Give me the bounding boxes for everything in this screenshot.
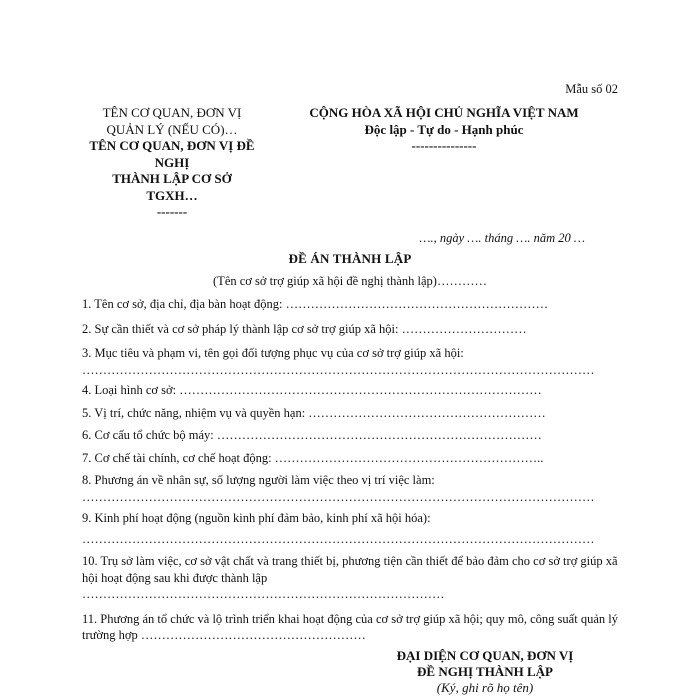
item-9: 9. Kinh phí hoạt động (nguồn kinh phí đảm bảo, kinh phí xã hội hóa): …………………………………………………………………………………………………………… [82, 510, 622, 547]
agency-line-1: TÊN CƠ QUAN, ĐƠN VỊ [102, 105, 242, 120]
date-line: …., ngày …. tháng …. năm 20 … [419, 231, 585, 245]
form-code: Mẫu số 02 [565, 82, 618, 96]
signature-block [330, 648, 640, 696]
agency-line-2: QUẢN LÝ (NẾU CÓ)… [106, 121, 238, 137]
agency-line-3: TÊN CƠ QUAN, ĐƠN VỊ ĐỀ [89, 138, 255, 153]
item-3-dots: …………………………………………………………………………………………………………… [82, 362, 595, 377]
item-8-dots: …………………………………………………………………………………………………………… [82, 489, 595, 504]
agency-line-4: NGHỊ [154, 154, 190, 170]
item-4: 4. Loại hình cơ sở: …………………………………………………………………………… [82, 383, 542, 397]
item-list [82, 296, 622, 644]
item-7: 7. Cơ chế tài chính, cơ chế hoạt động: ……………………………………………………….. [82, 450, 544, 465]
national-separator: --------------- [411, 138, 477, 153]
item-9-dots: …………………………………………………………………………………………………………… [82, 531, 595, 546]
item-2: 2. Sự cần thiết và cơ sở pháp lý thành lập cơ sở trợ giúp xã hội: ………………………… [82, 321, 527, 336]
item-1: 1. Tên cơ sở, địa chỉ, địa bàn hoạt động: ……………………………………………………… [82, 297, 549, 311]
agency-line-5: THÀNH LẬP CƠ SỞ [112, 171, 232, 186]
agency-separator: ------- [156, 204, 188, 219]
item-10: 10. Trụ sở làm việc, cơ sở vật chất và trang thiết bị, phương tiện cần thiết để bảo đảm cho cơ sở trợ giúp xã hội hoạt động sau khi được thành lập …………………………………………………………………………… [82, 553, 622, 603]
item-8: 8. Phương án về nhân sự, số lượng người làm việc theo vị trí việc làm: …………………………………………………………………………………………………………… [82, 472, 622, 505]
signature-instruction: (Ký, ghi rõ họ tên) [436, 680, 534, 695]
agency-header [78, 105, 266, 221]
item-10-dots: …………………………………………………………………………… [82, 587, 445, 601]
national-header [258, 105, 630, 155]
national-motto: Độc lập - Tự do - Hạnh phúc [364, 121, 524, 137]
item-6: 6. Cơ cấu tổ chức bộ máy: …………………………………………………………………… [82, 428, 542, 442]
signature-line-1: ĐẠI DIỆN CƠ QUAN, ĐƠN VỊ [396, 648, 574, 663]
document-title: ĐỀ ÁN THÀNH LẬP [288, 251, 412, 266]
signature-line-2: ĐỀ NGHỊ THÀNH LẬP [417, 664, 553, 679]
agency-line-6: TGXH… [146, 187, 198, 203]
item-11: 11. Phương án tổ chức và lộ trình triển khai hoạt động của cơ sở trợ giúp xã hội; quy mô, công suất quản lý trường hợp ……………………………………………… [82, 611, 618, 642]
national-title: CỘNG HÒA XÃ HỘI CHỦ NGHĨA VIỆT NAM [309, 105, 579, 120]
item-5: 5. Vị trí, chức năng, nhiệm vụ và quyền hạn: ………………………………………………… [82, 405, 546, 420]
document-subtitle: (Tên cơ sở trợ giúp xã hội đề nghị thành lập)………… [213, 274, 487, 288]
item-3: 3. Mục tiêu và phạm vi, tên gọi đối tượng phục vụ của cơ sở trợ giúp xã hội: …………………………………………………………………………………………………………… [82, 345, 622, 378]
